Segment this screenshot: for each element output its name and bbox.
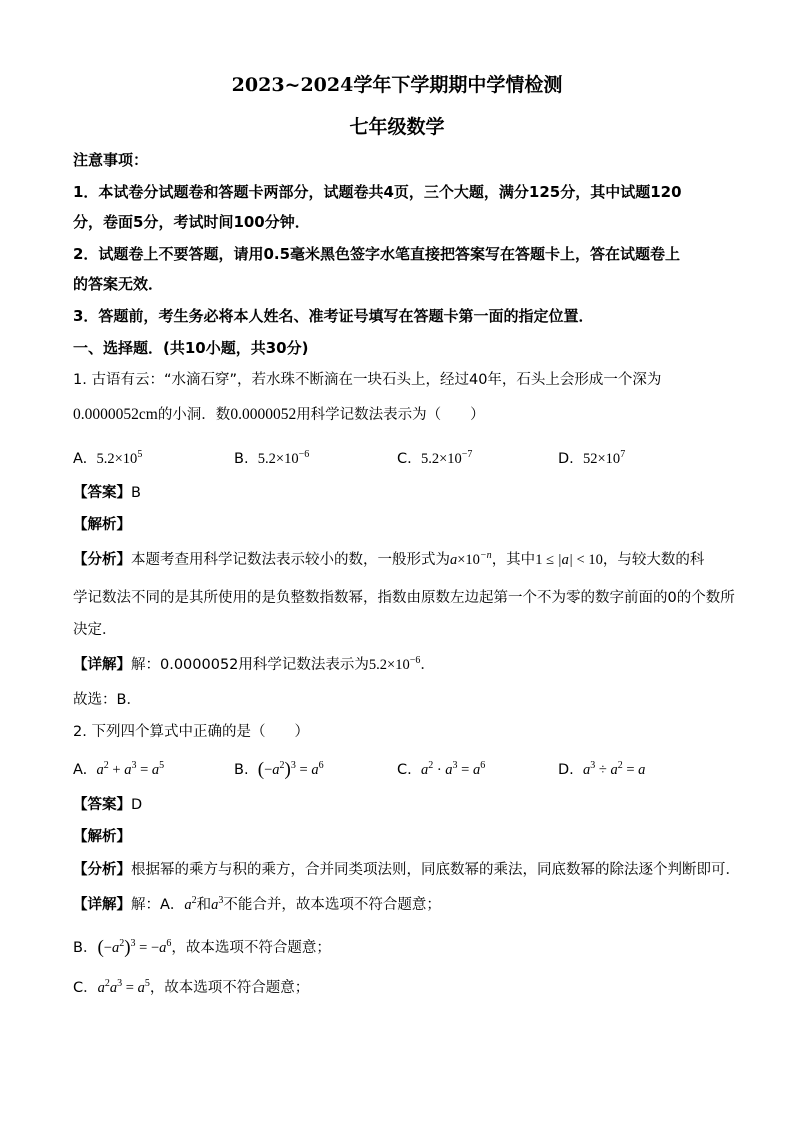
xiangjie-text: 和 xyxy=(196,897,212,913)
option-expr: $a^3 \div a^2 = a$ xyxy=(583,760,646,778)
q1-xiangjie xyxy=(73,655,733,675)
q1-fenxi-line-2: 学记数法不同的是其所使用的是负整数指数幂，指数由原数左边起第一个不为零的数字前面的0的个数所 xyxy=(73,590,735,606)
option-label: A. xyxy=(73,762,88,778)
q2-option-b xyxy=(234,760,324,780)
math-expr: ×10 xyxy=(457,552,480,568)
option-label: B. xyxy=(234,451,249,467)
fenxi-text: 根据幂的乘方与积的乘方，合并同类项法则，同底数幂的乘法，同底数幂的除法逐个判断即可． xyxy=(131,862,740,878)
math-exponent: −n xyxy=(479,550,492,561)
xiangjie-text: B． xyxy=(73,940,98,956)
q1-option-b xyxy=(234,449,309,469)
q1-depth-value: 0.0000052cm xyxy=(73,406,158,423)
note-item-1-line-1: 1．本试卷分试题卷和答题卡两部分，试题卷共4页，三个大题，满分125分，其中试题120 xyxy=(73,183,682,201)
note-item-1-line-2: 分，卷面5分，考试时间100分钟． xyxy=(73,213,310,231)
xiangjie-text: C． xyxy=(73,980,98,996)
fenxi-text: 本题考查用科学记数法表示较小的数，一般形式为 xyxy=(131,552,450,568)
option-expr: 52×10 xyxy=(583,451,621,467)
math-expr: $a^2$ xyxy=(184,895,197,913)
math-abs: |a| xyxy=(557,552,573,568)
section-1-heading: 一、选择题．(共10小题，共30分) xyxy=(73,339,309,357)
q2-fenxi xyxy=(73,860,740,880)
q2-analysis-tag: 【解析】 xyxy=(73,829,131,845)
q2-xiangjie-a xyxy=(73,895,733,915)
fenxi-text: ，与较大数的科 xyxy=(602,552,705,568)
answer-value: B xyxy=(131,485,141,501)
math-var: a xyxy=(450,552,458,568)
q1-stem-mid: 的小洞．数 xyxy=(157,407,231,423)
q1-fenxi-line-3: 决定． xyxy=(73,622,117,638)
option-expr: 5.2×10 xyxy=(96,451,138,467)
q1-option-d xyxy=(558,449,625,469)
math-expr: $a^3$ xyxy=(211,895,224,913)
math-expr: < 10 xyxy=(572,552,603,568)
q2-option-c xyxy=(397,760,485,780)
q1-stem-line-2 xyxy=(73,405,733,425)
option-label: D. xyxy=(558,451,574,467)
math-expr: $(-a^2)^3 = -a^6$ xyxy=(97,937,172,958)
option-label: C. xyxy=(397,451,412,467)
q2-xiangjie-c xyxy=(73,978,733,998)
q2-option-d xyxy=(558,760,645,780)
q2-option-a xyxy=(73,760,164,780)
exam-subtitle: 七年级数学 xyxy=(349,116,445,138)
option-label: B. xyxy=(234,762,249,778)
q2-xiangjie-b xyxy=(73,938,733,958)
option-expr: 5.2×10 xyxy=(257,451,299,467)
q1-stem-end: 用科学记数法表示为（ ） xyxy=(296,407,485,423)
q1-conclusion: 故选：B． xyxy=(73,692,141,708)
q1-analysis-tag: 【解析】 xyxy=(73,517,131,533)
exam-title: 2023~2024学年下学期期中学情检测 xyxy=(231,74,563,96)
xiangjie-tag: 【详解】 xyxy=(73,897,131,913)
q1-answer xyxy=(73,483,733,503)
option-exponent: −7 xyxy=(461,449,473,460)
math-exponent: −6 xyxy=(409,655,421,666)
q2-stem: 2. 下列四个算式中正确的是（ ） xyxy=(73,724,309,740)
q1-option-c xyxy=(397,449,472,469)
fenxi-text: ，其中 xyxy=(491,552,536,568)
q1-fenxi-line-1 xyxy=(73,550,733,570)
answer-tag: 【答案】 xyxy=(73,797,131,813)
xiangjie-text: 解：0.0000052用科学记数法表示为 xyxy=(131,657,369,673)
option-expr: 5.2×10 xyxy=(420,451,462,467)
math-expr: 5.2×10 xyxy=(368,657,410,673)
xiangjie-text: 解：A． xyxy=(131,897,185,913)
option-exponent: 7 xyxy=(620,449,626,460)
fenxi-tag: 【分析】 xyxy=(73,862,131,878)
note-item-2-line-1: 2．试题卷上不要答题，请用0.5毫米黑色签字水笔直接把答案写在答题卡上，答在试题卷上 xyxy=(73,245,681,263)
xiangjie-text: ，故本选项不符合题意； xyxy=(171,940,331,956)
answer-value: D xyxy=(131,797,143,813)
xiangjie-text: ． xyxy=(420,657,435,673)
option-expr: $(-a^2)^3 = a^6$ xyxy=(257,759,324,780)
option-exponent: −6 xyxy=(298,449,310,460)
option-expr: $a^2 \cdot a^3 = a^6$ xyxy=(420,760,486,778)
note-item-3: 3．答题前，考生务必将本人姓名、准考证号填写在答题卡第一面的指定位置． xyxy=(73,307,594,325)
option-label: C. xyxy=(397,762,412,778)
option-expr: $a^2 + a^3 = a^5$ xyxy=(96,760,165,778)
q1-stem-line-1: 1. 古语有云：“水滴石穿”，若水珠不断滴在一块石头上，经过40年，石头上会形成一个深为 xyxy=(73,372,662,388)
q2-answer xyxy=(73,795,733,815)
math-expr: 1 ≤ xyxy=(535,552,558,568)
xiangjie-text: 不能合并，故本选项不符合题意； xyxy=(223,897,441,913)
q1-number: 0.0000052 xyxy=(230,406,297,423)
option-label: D. xyxy=(558,762,574,778)
xiangjie-text: ，故本选项不符合题意； xyxy=(149,980,310,996)
math-expr: $a^2a^3 = a^5$ xyxy=(97,978,150,996)
option-exponent: 5 xyxy=(137,449,143,460)
option-label: A. xyxy=(73,451,88,467)
notes-heading: 注意事项： xyxy=(73,151,149,169)
fenxi-tag: 【分析】 xyxy=(73,552,131,568)
note-item-2-line-2: 的答案无效． xyxy=(73,275,164,293)
q1-option-a xyxy=(73,449,142,469)
answer-tag: 【答案】 xyxy=(73,485,131,501)
xiangjie-tag: 【详解】 xyxy=(73,657,131,673)
